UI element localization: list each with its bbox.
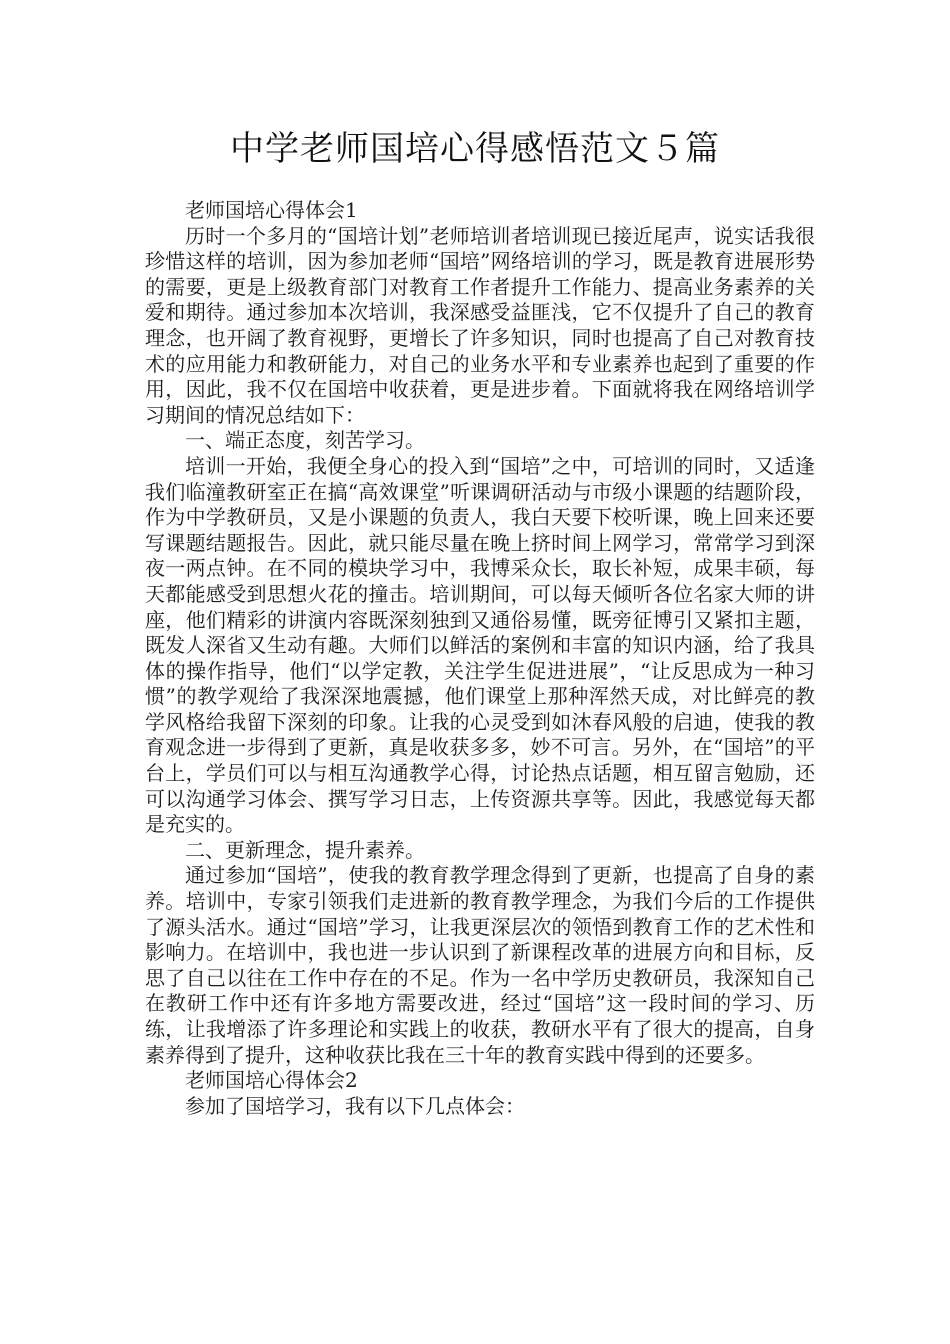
section-heading: 老师国培心得体会1 (185, 198, 358, 222)
document-title: 中学老师国培心得感悟范文５篇 (230, 129, 720, 169)
body-paragraph: 历时一个多月的“国培计划”老师培训者培训现已接近尾声，说实话我很珍惜这样的培训，因为参加老师“国培”网络培训的学习，既是教育进展形势的需要，更是上级教育部门对教育工作者提升工作能力、提高业务素养的关爱和期待。通过参加本次培训，我深感受益匪浅，它不仅提升了自己的教育理念，也开阔了教育视野，更增长了许多知识，同时也提高了自己对教育技术的应用能力和教研能力，对自己的业务水平和专业素养也起到了重要的作用，因此，我不仅在国培中收获着，更是进步着。下面就将我在网络培训学习期间的情况总结如下： (145, 223, 815, 427)
document-body (145, 198, 815, 1119)
section-heading: 二、更新理念，提升素养。 (185, 837, 425, 862)
section-heading: 老师国培心得体会2 (185, 1068, 358, 1093)
body-paragraph: 参加了国培学习，我有以下几点体会： (185, 1093, 525, 1118)
body-paragraph: 培训一开始，我便全身心的投入到“国培”之中，可培训的同时，又适逢我们临潼教研室正在搞“高效课堂”听课调研活动与市级小课题的结题阶段，作为中学教研员，又是小课题的负责人，我白天要下校听课，晚上回来还要写课题结题报告。因此，就只能尽量在晚上挤时间上网学习，常常学习到深夜一两点钟。在不同的模块学习中，我博采众长，取长补短，成果丰硕，每天都能感受到思想火花的撞击。培训期间，可以每天倾听各位名家大师的讲座，他们精彩的讲演内容既深刻独到又通俗易懂，既旁征博引又紧扣主题，既发人深省又生动有趣。大师们以鲜活的案例和丰富的知识内涵，给了我具体的操作指导，他们“以学定教，关注学生促进进展”，“让反思成为一种习惯”的教学观给了我深深地震撼，他们课堂上那种浑然天成，对比鲜亮的教学风格给我留下深刻的印象。让我的心灵受到如沐春风般的启迪，使我的教育观念进一步得到了更新，真是收获多多，妙不可言。另外，在“国培”的平台上，学员们可以与相互沟通教学心得，讨论热点话题，相互留言勉励，还可以沟通学习体会、撰写学习日志，上传资源共享等。因此，我感觉每天都是充实的。 (145, 453, 815, 837)
body-paragraph: 通过参加“国培”，使我的教育教学理念得到了更新，也提高了自身的素养。培训中，专家引领我们走进新的教育教学理念，为我们今后的工作提供了源头活水。通过“国培”学习，让我更深层次的领悟到教育工作的艺术性和影响力。在培训中，我也进一步认识到了新课程改革的进展方向和目标，反思了自己以往在工作中存在的不足。作为一名中学历史教研员，我深知自己在教研工作中还有许多地方需要改进，经过“国培”这一段时间的学习、历练，让我增添了许多理论和实践上的收获，教研水平有了很大的提高，自身素养得到了提升，这种收获比我在三十年的教育实践中得到的还要多。 (145, 863, 815, 1067)
section-heading: 一、端正态度，刻苦学习。 (185, 428, 425, 453)
